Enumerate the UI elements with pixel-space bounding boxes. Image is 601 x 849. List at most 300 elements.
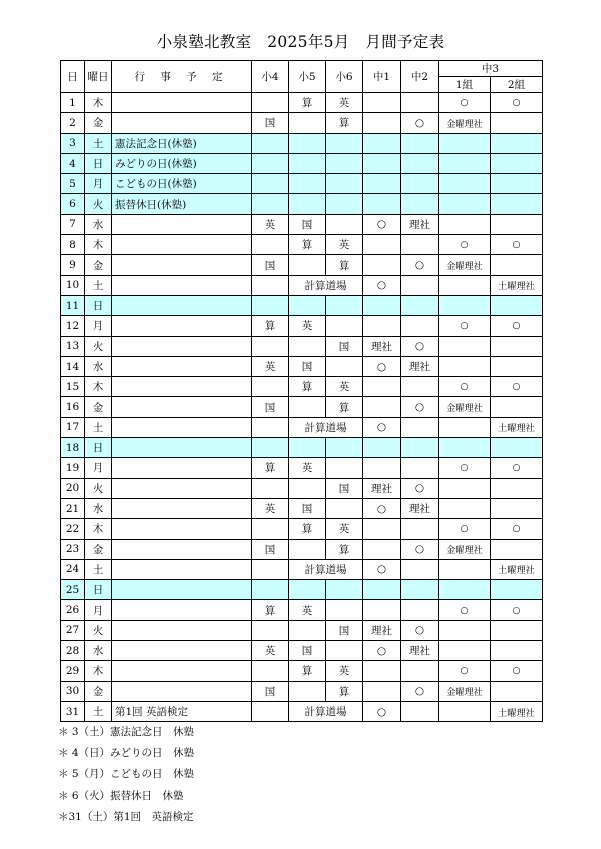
schedule-row <box>61 641 543 661</box>
cell-m3-group2 <box>491 478 543 498</box>
cell-m2 <box>401 417 439 437</box>
cell-s6: 英 <box>326 377 363 397</box>
cell-weekday: 月 <box>85 600 112 620</box>
cell-s4 <box>252 661 289 681</box>
schedule-row <box>61 336 543 356</box>
cell-day: 6 <box>61 194 85 214</box>
cell-event <box>112 681 252 701</box>
cell-m3-group2: ○ <box>491 235 543 255</box>
cell-s6: 算 <box>326 681 363 701</box>
cell-s5 <box>289 113 326 133</box>
cell-s4 <box>252 417 289 437</box>
cell-weekday: 月 <box>85 458 112 478</box>
cell-s5: 算 <box>289 519 326 539</box>
cell-weekday: 火 <box>85 478 112 498</box>
cell-day: 14 <box>61 356 85 376</box>
cell-m3-group1 <box>439 295 491 315</box>
cell-s6 <box>326 153 363 173</box>
cell-s6 <box>326 133 363 153</box>
cell-event: 第1回 英語検定 <box>112 701 252 721</box>
cell-m2: ○ <box>401 336 439 356</box>
cell-day: 2 <box>61 113 85 133</box>
cell-event <box>112 235 252 255</box>
cell-m3-group2 <box>491 133 543 153</box>
cell-day: 26 <box>61 600 85 620</box>
cell-event: 憲法記念日(休塾) <box>112 133 252 153</box>
cell-day: 11 <box>61 295 85 315</box>
cell-s6: 英 <box>326 93 363 113</box>
cell-m3-group2: ○ <box>491 93 543 113</box>
cell-event <box>112 438 252 458</box>
cell-s6 <box>326 641 363 661</box>
cell-s6: 英 <box>326 661 363 681</box>
note-item: ＊31（土）第1回 英語検定 <box>58 810 194 823</box>
schedule-row <box>61 295 543 315</box>
note-item: ＊ 3（土）憲法記念日 休塾 <box>58 726 195 738</box>
cell-s5: 英 <box>289 316 326 336</box>
cell-event: みどりの日(休塾) <box>112 153 252 173</box>
cell-s5 <box>289 478 326 498</box>
header-grade-m2: 中2 <box>401 61 439 93</box>
cell-m1 <box>363 397 401 417</box>
cell-m1: ○ <box>363 498 401 518</box>
cell-m3-group2: ○ <box>491 600 543 620</box>
cell-m3-group1 <box>439 620 491 640</box>
schedule-row <box>61 356 543 376</box>
cell-s4 <box>252 336 289 356</box>
cell-day: 19 <box>61 458 85 478</box>
cell-weekday: 土 <box>85 417 112 437</box>
cell-s5: 算 <box>289 377 326 397</box>
cell-m3-group1: ○ <box>439 600 491 620</box>
cell-event <box>112 93 252 113</box>
cell-s5 <box>289 153 326 173</box>
cell-m1: ○ <box>363 417 401 437</box>
cell-s5 <box>289 255 326 275</box>
cell-m3-group1 <box>439 701 491 721</box>
cell-s4: 算 <box>252 316 289 336</box>
cell-m3-group2 <box>491 194 543 214</box>
cell-m3-group1 <box>439 641 491 661</box>
cell-m1 <box>363 316 401 336</box>
cell-event <box>112 336 252 356</box>
cell-day: 22 <box>61 519 85 539</box>
cell-m2 <box>401 559 439 579</box>
cell-s6 <box>326 174 363 194</box>
cell-s4: 英 <box>252 498 289 518</box>
cell-m1 <box>363 153 401 173</box>
cell-m3-group2: ○ <box>491 316 543 336</box>
schedule-row <box>61 214 543 234</box>
cell-m3-group1 <box>439 275 491 295</box>
cell-m2 <box>401 519 439 539</box>
cell-day: 4 <box>61 153 85 173</box>
header-weekday: 曜日 <box>85 61 112 93</box>
cell-s5 <box>289 681 326 701</box>
header-m3-group2: 2組 <box>491 77 543 93</box>
cell-m3-group1: ○ <box>439 316 491 336</box>
cell-s5: 算 <box>289 235 326 255</box>
cell-m3-group1 <box>439 580 491 600</box>
cell-s6: 算 <box>326 539 363 559</box>
cell-s5 <box>289 620 326 640</box>
cell-event <box>112 295 252 315</box>
cell-event <box>112 620 252 640</box>
cell-m3-group2 <box>491 498 543 518</box>
cell-m3-group2 <box>491 397 543 417</box>
cell-m3-group1: ○ <box>439 661 491 681</box>
cell-m1 <box>363 600 401 620</box>
cell-s6 <box>326 214 363 234</box>
cell-m2 <box>401 661 439 681</box>
cell-m2 <box>401 316 439 336</box>
cell-event <box>112 641 252 661</box>
cell-m3-group1: 金曜理社 <box>439 539 491 559</box>
cell-m2: 理社 <box>401 641 439 661</box>
cell-s4 <box>252 620 289 640</box>
cell-weekday: 金 <box>85 397 112 417</box>
cell-m3-group1 <box>439 559 491 579</box>
schedule-row <box>61 377 543 397</box>
cell-m3-group1 <box>439 438 491 458</box>
cell-weekday: 日 <box>85 295 112 315</box>
cell-s5 <box>289 580 326 600</box>
cell-event <box>112 600 252 620</box>
cell-s4: 英 <box>252 356 289 376</box>
cell-event <box>112 559 252 579</box>
cell-m3-group1 <box>439 174 491 194</box>
cell-weekday: 土 <box>85 275 112 295</box>
cell-m2: ○ <box>401 620 439 640</box>
page-title: 小泉塾北教室 2025年5月 月間予定表 <box>156 33 445 51</box>
schedule-row <box>61 438 543 458</box>
cell-m1 <box>363 93 401 113</box>
cell-m2: ○ <box>401 539 439 559</box>
header-grade-m3: 中3 <box>439 61 543 77</box>
cell-s5 <box>289 194 326 214</box>
cell-s4 <box>252 133 289 153</box>
note-item: ＊ 6（火）振替休日 休塾 <box>58 789 184 802</box>
cell-m1: 理社 <box>363 620 401 640</box>
cell-m1: 理社 <box>363 478 401 498</box>
cell-m3-group1: 金曜理社 <box>439 113 491 133</box>
cell-s6 <box>326 295 363 315</box>
cell-s6 <box>326 600 363 620</box>
cell-s5: 国 <box>289 356 326 376</box>
cell-day: 23 <box>61 539 85 559</box>
cell-event <box>112 661 252 681</box>
cell-m2: 理社 <box>401 356 439 376</box>
cell-weekday: 木 <box>85 519 112 539</box>
cell-m1 <box>363 458 401 478</box>
cell-m1: ○ <box>363 559 401 579</box>
cell-s6: 国 <box>326 620 363 640</box>
cell-weekday: 木 <box>85 235 112 255</box>
cell-m3-group2 <box>491 641 543 661</box>
schedule-row <box>61 559 543 579</box>
cell-m3-group1: ○ <box>439 93 491 113</box>
cell-m3-group2 <box>491 295 543 315</box>
cell-s4: 国 <box>252 397 289 417</box>
cell-day: 17 <box>61 417 85 437</box>
cell-m3-group1 <box>439 417 491 437</box>
cell-s4: 算 <box>252 458 289 478</box>
cell-s6: 英 <box>326 235 363 255</box>
cell-m3-group2 <box>491 438 543 458</box>
cell-m2: 理社 <box>401 214 439 234</box>
schedule-row <box>61 458 543 478</box>
cell-m3-group1 <box>439 214 491 234</box>
cell-m3-group1 <box>439 153 491 173</box>
cell-event <box>112 458 252 478</box>
schedule-row <box>61 620 543 640</box>
cell-m2 <box>401 194 439 214</box>
schedule-row <box>61 275 543 295</box>
cell-s5-s6-span: 計算道場 <box>289 701 363 721</box>
cell-m3-group1: ○ <box>439 458 491 478</box>
cell-s4 <box>252 295 289 315</box>
cell-day: 24 <box>61 559 85 579</box>
cell-s5 <box>289 539 326 559</box>
schedule-row <box>61 153 543 173</box>
note-item: ＊ 4（日）みどりの日 休塾 <box>58 747 195 760</box>
cell-s4 <box>252 580 289 600</box>
cell-m2: ○ <box>401 478 439 498</box>
cell-s6 <box>326 316 363 336</box>
header-m3-group1: 1組 <box>439 77 491 93</box>
cell-m3-group2 <box>491 174 543 194</box>
cell-m2 <box>401 438 439 458</box>
schedule-row <box>61 681 543 701</box>
cell-event: 振替休日(休塾) <box>112 194 252 214</box>
cell-s4: 国 <box>252 113 289 133</box>
cell-m3-group1: 金曜理社 <box>439 255 491 275</box>
cell-m2: 理社 <box>401 498 439 518</box>
cell-s5: 国 <box>289 641 326 661</box>
cell-s4 <box>252 93 289 113</box>
cell-m3-group2 <box>491 153 543 173</box>
cell-s6: 国 <box>326 336 363 356</box>
cell-weekday: 水 <box>85 356 112 376</box>
cell-m1: ○ <box>363 641 401 661</box>
cell-m3-group1 <box>439 336 491 356</box>
cell-day: 13 <box>61 336 85 356</box>
cell-s5 <box>289 397 326 417</box>
cell-day: 5 <box>61 174 85 194</box>
cell-m3-group1 <box>439 133 491 153</box>
cell-m1 <box>363 580 401 600</box>
cell-m1: ○ <box>363 701 401 721</box>
schedule-row <box>61 255 543 275</box>
cell-m3-group2: ○ <box>491 458 543 478</box>
cell-m3-group2 <box>491 336 543 356</box>
cell-m3-group2: 土曜理社 <box>491 417 543 437</box>
cell-weekday: 火 <box>85 194 112 214</box>
cell-m2 <box>401 153 439 173</box>
schedule-row <box>61 235 543 255</box>
cell-m1 <box>363 681 401 701</box>
cell-weekday: 日 <box>85 438 112 458</box>
cell-s5: 国 <box>289 214 326 234</box>
cell-s4 <box>252 174 289 194</box>
cell-m1 <box>363 519 401 539</box>
cell-s4: 国 <box>252 255 289 275</box>
cell-m3-group2: ○ <box>491 519 543 539</box>
cell-day: 15 <box>61 377 85 397</box>
schedule-row <box>61 194 543 214</box>
cell-s4 <box>252 194 289 214</box>
cell-day: 20 <box>61 478 85 498</box>
cell-m3-group1: 金曜理社 <box>439 397 491 417</box>
cell-weekday: 金 <box>85 113 112 133</box>
cell-m2: ○ <box>401 681 439 701</box>
cell-s4 <box>252 377 289 397</box>
cell-s4: 国 <box>252 681 289 701</box>
cell-event <box>112 397 252 417</box>
cell-s6 <box>326 580 363 600</box>
cell-m3-group2: ○ <box>491 661 543 681</box>
cell-s5-s6-span: 計算道場 <box>289 559 363 579</box>
schedule-row <box>61 701 543 721</box>
cell-s4: 英 <box>252 641 289 661</box>
cell-m1 <box>363 377 401 397</box>
cell-m1 <box>363 194 401 214</box>
cell-m1 <box>363 295 401 315</box>
cell-day: 3 <box>61 133 85 153</box>
cell-m2: ○ <box>401 397 439 417</box>
cell-day: 1 <box>61 93 85 113</box>
cell-s5 <box>289 295 326 315</box>
cell-m1 <box>363 539 401 559</box>
cell-m3-group1 <box>439 498 491 518</box>
cell-m1 <box>363 661 401 681</box>
schedule-row <box>61 113 543 133</box>
cell-m3-group1: 金曜理社 <box>439 681 491 701</box>
cell-m3-group1 <box>439 356 491 376</box>
cell-weekday: 水 <box>85 641 112 661</box>
cell-day: 29 <box>61 661 85 681</box>
cell-m3-group1: ○ <box>439 519 491 539</box>
cell-m2 <box>401 458 439 478</box>
cell-m2 <box>401 701 439 721</box>
cell-m3-group2 <box>491 539 543 559</box>
cell-day: 25 <box>61 580 85 600</box>
cell-m3-group2: ○ <box>491 377 543 397</box>
cell-weekday: 月 <box>85 174 112 194</box>
cell-s6: 英 <box>326 519 363 539</box>
cell-m3-group1: ○ <box>439 235 491 255</box>
cell-weekday: 木 <box>85 661 112 681</box>
cell-day: 10 <box>61 275 85 295</box>
cell-m2 <box>401 275 439 295</box>
schedule-row <box>61 580 543 600</box>
cell-s5 <box>289 133 326 153</box>
cell-weekday: 日 <box>85 580 112 600</box>
cell-m1 <box>363 255 401 275</box>
cell-weekday: 土 <box>85 133 112 153</box>
cell-weekday: 金 <box>85 255 112 275</box>
cell-s4 <box>252 275 289 295</box>
cell-day: 9 <box>61 255 85 275</box>
cell-weekday: 火 <box>85 620 112 640</box>
cell-s5: 英 <box>289 458 326 478</box>
cell-m3-group2 <box>491 620 543 640</box>
cell-day: 8 <box>61 235 85 255</box>
cell-s5-s6-span: 計算道場 <box>289 417 363 437</box>
cell-day: 28 <box>61 641 85 661</box>
cell-s6 <box>326 498 363 518</box>
cell-m3-group2 <box>491 255 543 275</box>
cell-s4: 国 <box>252 539 289 559</box>
schedule-row <box>61 478 543 498</box>
cell-s6: 算 <box>326 255 363 275</box>
cell-event <box>112 275 252 295</box>
cell-event: こどもの日(休塾) <box>112 174 252 194</box>
cell-m1 <box>363 113 401 133</box>
cell-weekday: 金 <box>85 539 112 559</box>
schedule-row <box>61 519 543 539</box>
cell-m2 <box>401 235 439 255</box>
schedule-row <box>61 174 543 194</box>
cell-s4 <box>252 478 289 498</box>
cell-weekday: 火 <box>85 336 112 356</box>
cell-s4 <box>252 701 289 721</box>
cell-s4: 算 <box>252 600 289 620</box>
cell-weekday: 日 <box>85 153 112 173</box>
cell-s4 <box>252 559 289 579</box>
cell-s5 <box>289 174 326 194</box>
cell-s5 <box>289 336 326 356</box>
cell-day: 21 <box>61 498 85 518</box>
cell-s6: 算 <box>326 113 363 133</box>
cell-weekday: 土 <box>85 701 112 721</box>
cell-s6 <box>326 438 363 458</box>
cell-s6 <box>326 458 363 478</box>
cell-m3-group2: 土曜理社 <box>491 275 543 295</box>
cell-m2 <box>401 295 439 315</box>
cell-m1: ○ <box>363 275 401 295</box>
cell-weekday: 金 <box>85 681 112 701</box>
schedule-row <box>61 397 543 417</box>
cell-event <box>112 539 252 559</box>
cell-event <box>112 214 252 234</box>
cell-m2 <box>401 377 439 397</box>
cell-day: 30 <box>61 681 85 701</box>
cell-m3-group2 <box>491 113 543 133</box>
header-day: 日 <box>61 61 85 93</box>
cell-m1 <box>363 438 401 458</box>
schedule-row <box>61 316 543 336</box>
cell-s6 <box>326 356 363 376</box>
cell-m2 <box>401 580 439 600</box>
cell-m2 <box>401 600 439 620</box>
schedule-row <box>61 498 543 518</box>
header-grade-s4: 小4 <box>252 61 289 93</box>
cell-m3-group2: 土曜理社 <box>491 559 543 579</box>
cell-event <box>112 519 252 539</box>
cell-event <box>112 478 252 498</box>
cell-s5 <box>289 438 326 458</box>
cell-s5: 算 <box>289 661 326 681</box>
cell-event <box>112 377 252 397</box>
cell-day: 18 <box>61 438 85 458</box>
schedule-body <box>61 93 543 722</box>
cell-m1 <box>363 133 401 153</box>
cell-s5: 国 <box>289 498 326 518</box>
cell-event <box>112 316 252 336</box>
cell-day: 27 <box>61 620 85 640</box>
cell-day: 16 <box>61 397 85 417</box>
